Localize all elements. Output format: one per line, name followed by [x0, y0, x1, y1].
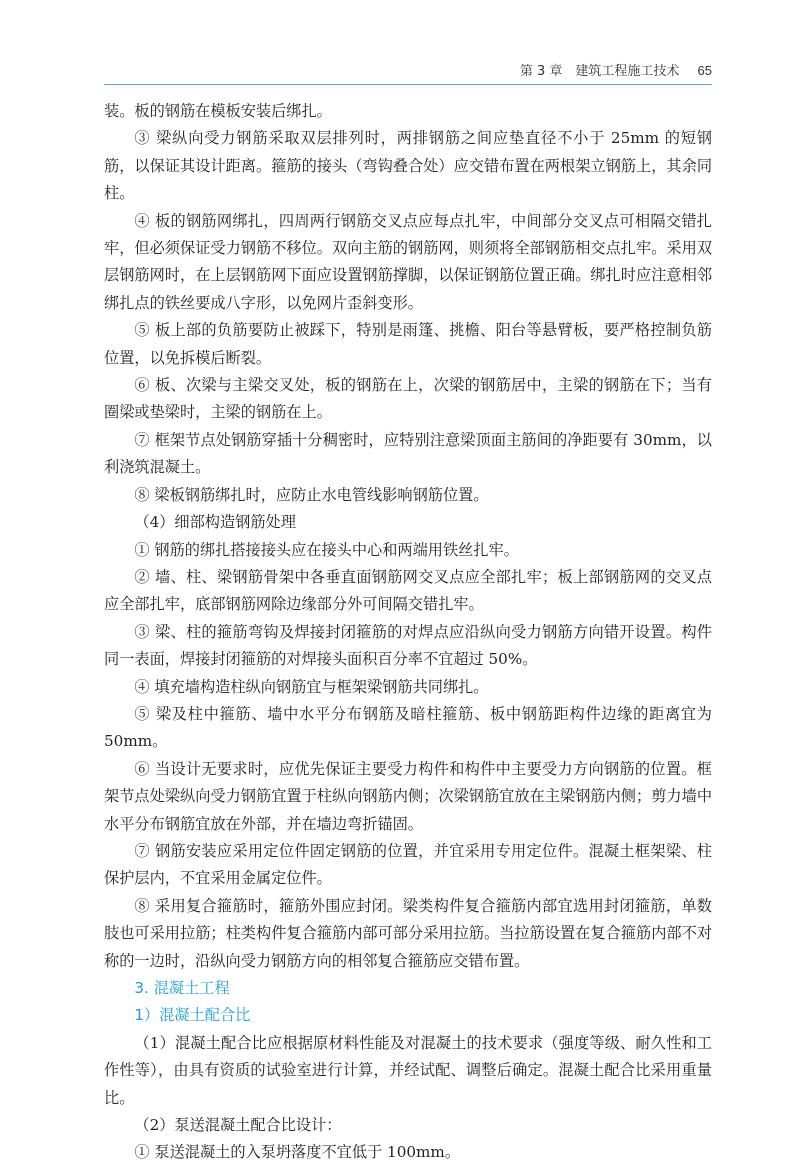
paragraph: ③ 梁纵向受力钢筋采取双层排列时，两排钢筋之间应垫直径不小于 25mm 的短钢筋，以保证其设计距离。箍筋的接头（弯钩叠合处）应交错布置在两根架立钢筋上，其余同柱。	[104, 129, 712, 203]
paragraph: ⑥ 当设计无要求时，应优先保证主要受力构件和构件中主要受力方向钢筋的位置。框架节点处梁纵向受力钢筋宜置于柱纵向钢筋内侧；次梁钢筋宜放在主梁钢筋内侧；剪力墙中水平分布钢筋宜放在外部，并在墙边弯折锚固。	[104, 759, 712, 833]
paragraph: ⑦ 钢筋安装应采用定位件固定钢筋的位置，并宜采用专用定位件。混凝土框架梁、柱保护层内，不宜采用金属定位件。	[104, 841, 712, 888]
running-header	[104, 62, 712, 86]
paragraph: ④ 填充墙构造柱纵向钢筋宜与框架梁钢筋共同绑扎。	[134, 677, 489, 696]
paragraph: ⑤ 梁及柱中箍筋、墙中水平分布钢筋及暗柱箍筋、板中钢筋距构件边缘的距离宜为 50mm。	[104, 704, 712, 751]
paragraph: ⑧ 梁板钢筋绑扎时，应防止水电管线影响钢筋位置。	[134, 485, 489, 504]
paragraph: ④ 板的钢筋网绑扎，四周两行钢筋交叉点应每点扎牢，中间部分交叉点可相隔交错扎牢，但必须保证受力钢筋不移位。双向主筋的钢筋网，则须将全部钢筋相交点扎牢。采用双层钢筋网时，在上层钢筋网下面应设置钢筋撑脚，以保证钢筋位置正确。绑扎时应注意相邻绑扎点的铁丝要成八字形，以免网片歪斜变形。	[104, 211, 712, 312]
paragraph: （2）泵送混凝土配合比设计：	[134, 1116, 342, 1135]
subsection-title: （4）细部构造钢筋处理	[134, 513, 296, 532]
chapter-title: 第 3 章 建筑工程施工技术	[519, 64, 680, 79]
paragraph: （1）混凝土配合比应根据原材料性能及对混凝土的技术要求（强度等级、耐久性和工作性等），由具有资质的试验室进行计算，并经试配、调整后确定。混凝土配合比采用重量比。	[104, 1033, 712, 1107]
paragraph: ③ 梁、柱的箍筋弯钩及焊接封闭箍筋的对焊点应沿纵向受力钢筋方向错开设置。构件同一表面，焊接封闭箍筋的对焊接头面积百分率不宜超过 50%。	[104, 622, 712, 669]
paragraph: ① 泵送混凝土的入泵坍落度不宜低于 100mm。	[134, 1143, 461, 1162]
page-number: 65	[697, 63, 712, 78]
paragraph: ① 钢筋的绑扎搭接接头应在接头中心和两端用铁丝扎牢。	[134, 540, 519, 559]
paragraph: ⑦ 框架节点处钢筋穿插十分稠密时，应特别注意梁顶面主筋间的净距要有 30mm，以利浇筑混凝土。	[104, 430, 712, 477]
body-text	[104, 98, 712, 1167]
paragraph: ⑧ 采用复合箍筋时，箍筋外围应封闭。梁类构件复合箍筋内部宜选用封闭箍筋，单数肢也可采用拉筋；柱类构件复合箍筋内部可部分采用拉筋。当拉筋设置在复合箍筋内部不对称的一边时，沿纵向受力钢筋方向的相邻复合箍筋应交错布置。	[104, 896, 712, 970]
paragraph: ⑥ 板、次梁与主梁交叉处，板的钢筋在上，次梁的钢筋居中，主梁的钢筋在下；当有圈梁或垫梁时，主梁的钢筋在上。	[104, 376, 712, 422]
paragraph: 装。板的钢筋在模板安装后绑扎。	[104, 102, 332, 120]
paragraph: ② 墙、柱、梁钢筋骨架中各垂直面钢筋网交叉点应全部扎牢；板上部钢筋网的交叉点应全部扎牢，底部钢筋网除边缘部分外可间隔交错扎牢。	[104, 567, 712, 614]
section-subheading: 1）混凝土配合比	[134, 1006, 251, 1025]
section-heading: 3. 混凝土工程	[134, 979, 230, 997]
paragraph: ⑤ 板上部的负筋要防止被踩下，特别是雨篷、挑檐、阳台等悬臂板，要严格控制负筋位置，以免拆模后断裂。	[104, 321, 712, 367]
header-rule	[104, 84, 712, 85]
